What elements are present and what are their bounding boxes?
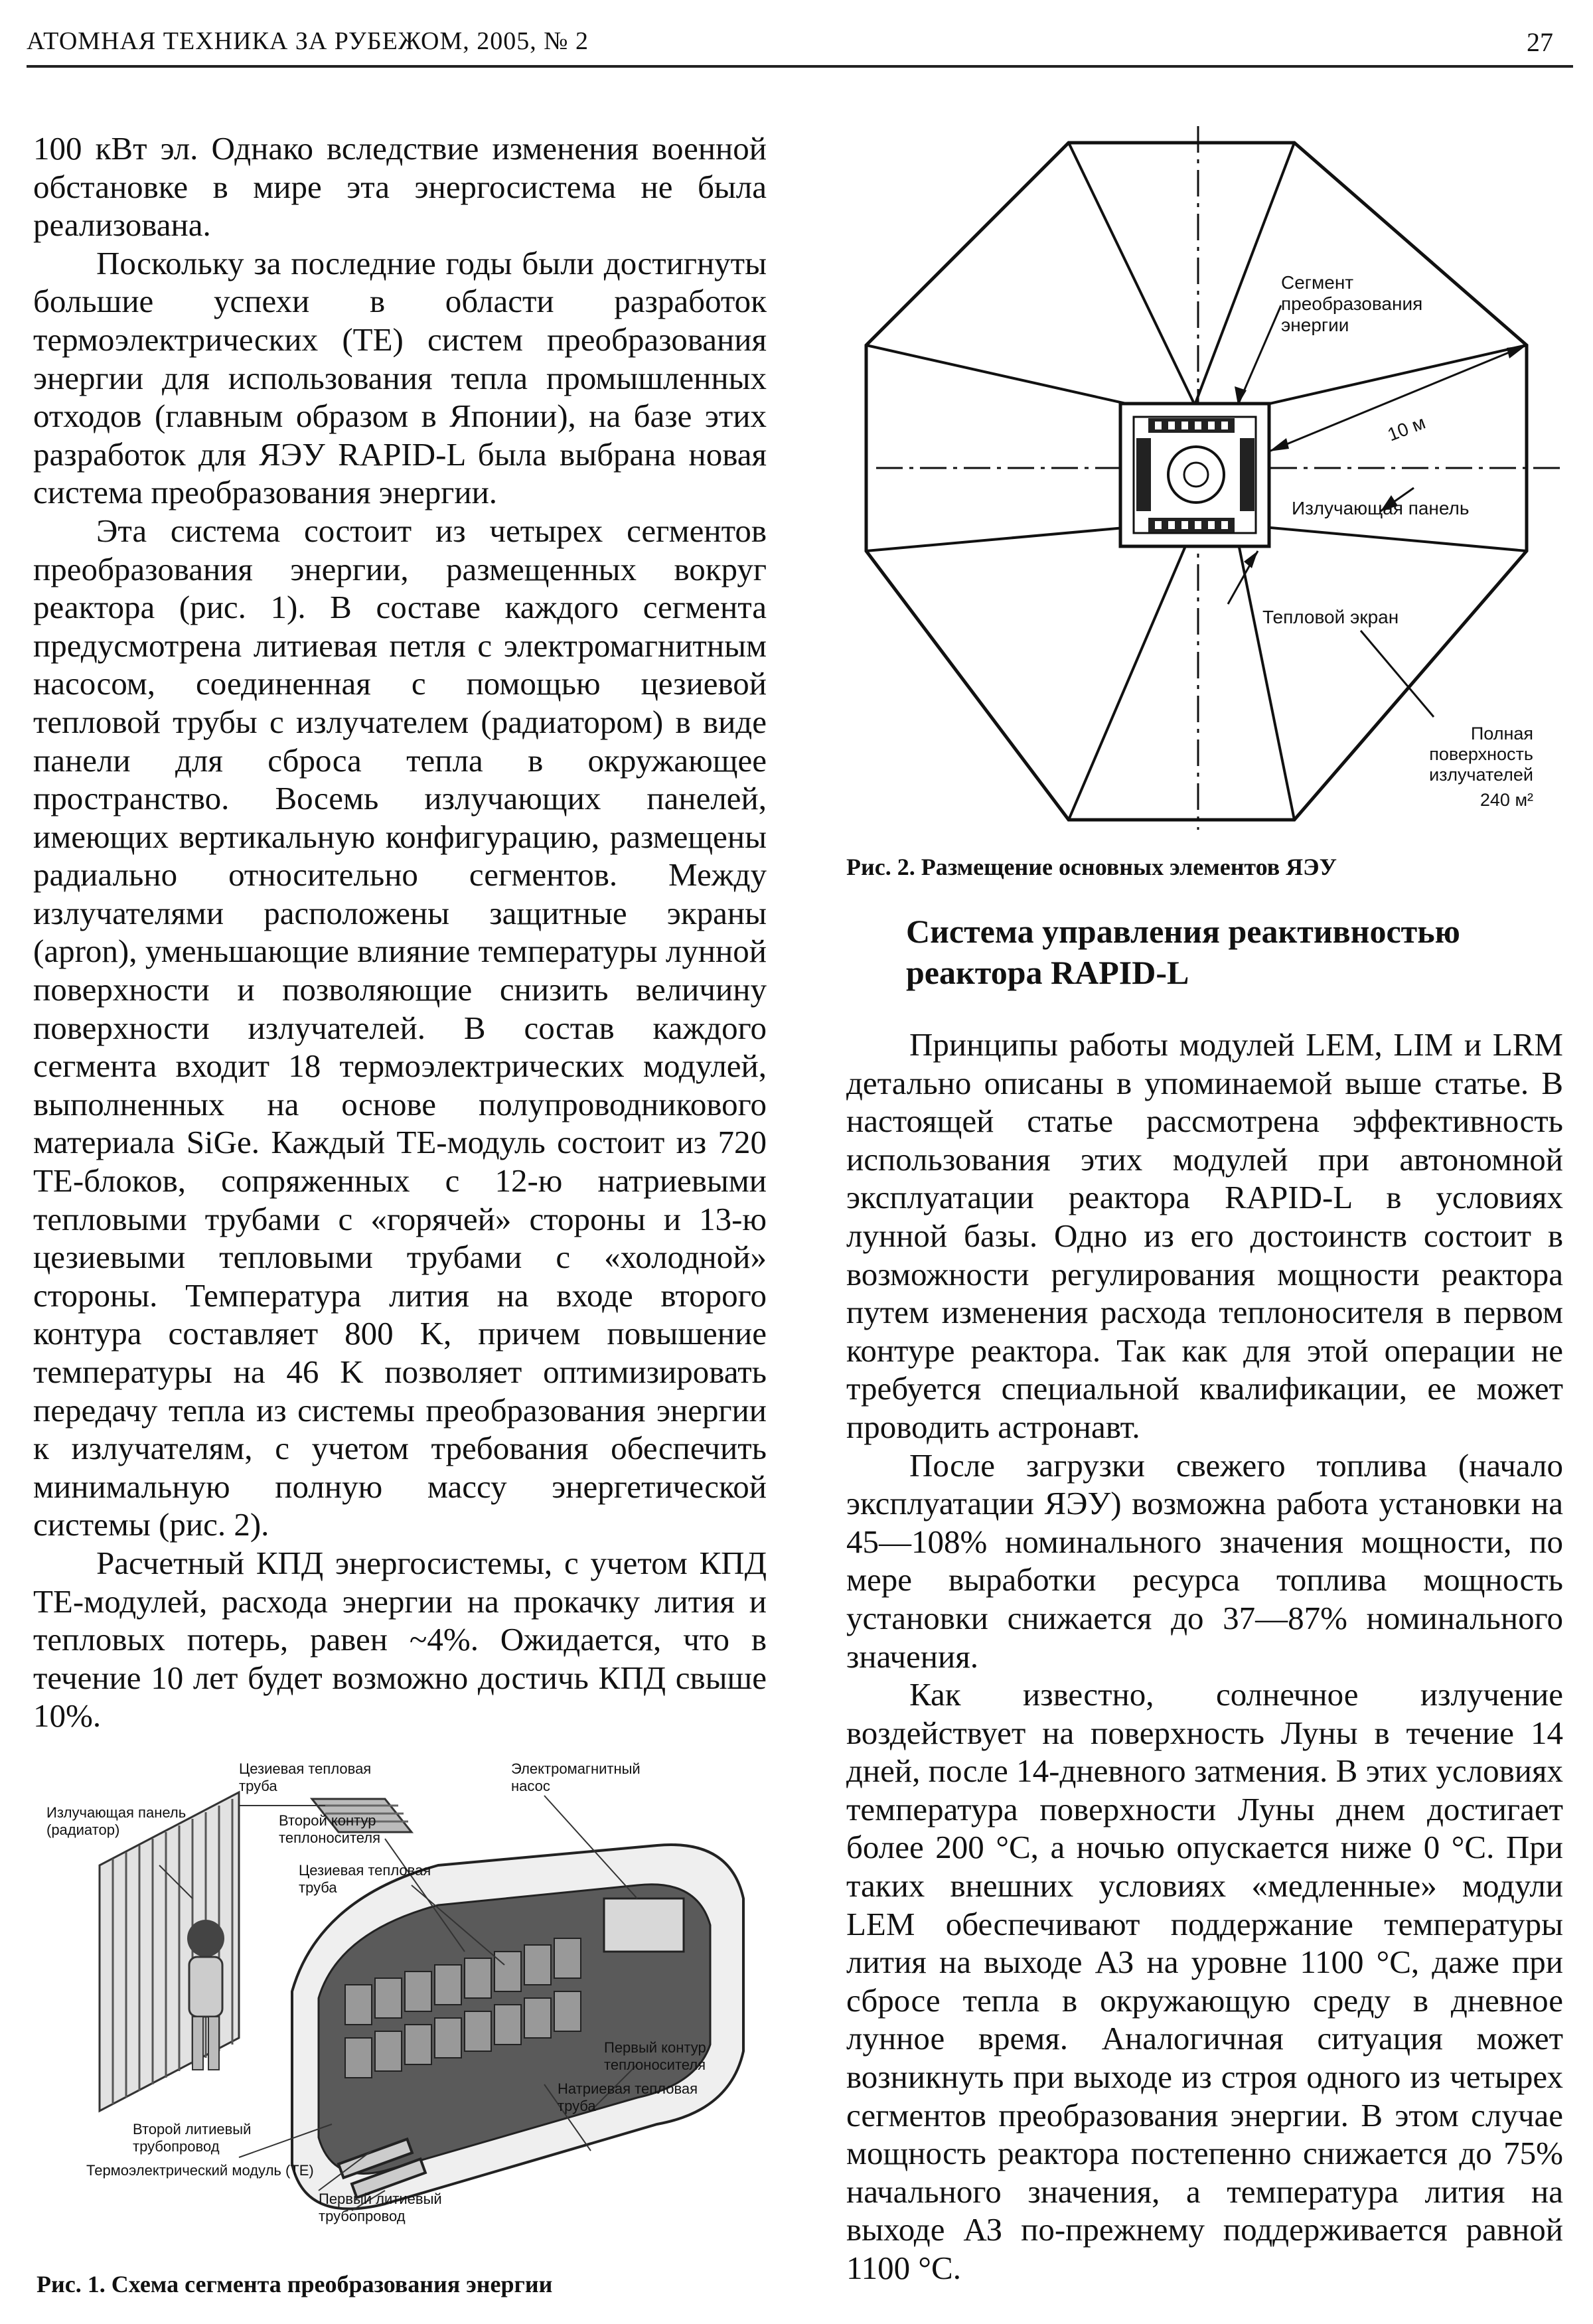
fig2-label-distance: 10 м	[1385, 412, 1428, 445]
paragraph: Поскольку за последние годы были достигнуты большие успехи в области разработок термоэлектрических (TE) систем преобразования энергии для использования тепла промышленных отходов (главным образом в Японии), на базе этих разработок для ЯЭУ RAPID-L была выбрана новая система преобразования энергии.	[33, 244, 767, 511]
fig1-label-first-li-pipe: Первый литиевый трубопровод	[319, 2191, 442, 2224]
fig2-caption: Рис. 2. Размещение основных элементов ЯЭУ	[846, 854, 1337, 880]
header-rule	[27, 65, 1573, 68]
fig1-label-na-pipe: Натриевая тепловая труба	[558, 2080, 698, 2114]
left-column	[33, 129, 767, 1735]
fig1-label-te-module: Термоэлектрический модуль (TE)	[86, 2162, 314, 2179]
fig1-label-cs-pipe-top: Цезиевая тепловая труба	[239, 1760, 372, 1794]
fig2-label-total-surface: Полная поверхность излучателей	[1429, 724, 1533, 785]
fig1-caption: Рис. 1. Схема сегмента преобразования энергии	[37, 2271, 553, 2297]
fig1-label-em-pump: Электромагнитный насос	[511, 1760, 641, 1794]
figure-2	[856, 126, 1573, 850]
figure-1	[40, 1760, 770, 2244]
page-header	[27, 20, 1566, 66]
journal-title: АТОМНАЯ ТЕХНИКА ЗА РУБЕЖОМ, 2005, № 2	[27, 27, 589, 55]
paragraph: Эта система состоит из четырех сегментов преобразования энергии, размещенных вокруг реактора (рис. 1). В составе каждого сегмента предусмотрена литиевая петля с электромагнитным насосом, соединенная с помощью цезиевой тепловой трубы с излучателем (радиатором) в виде панели для сброса тепла в окружающее пространство. Восемь излучающих панелей, имеющих вертикальную конфигурацию, размещены радиально относительно сегментов. Между излучателями расположены защитные экраны (apron), уменьшающие влияние температуры лунной поверхности и позволяющие снизить величину поверхности излучателей. В состав каждого сегмента входит 18 термоэлектрических модулей, выполненных на основе полупроводникового материала SiGe. Каждый TE-модуль состоит из 720 TE-блоков, сопряженных с 12-ю натриевыми тепловыми трубами с «горячей» стороны и 13-ю цезиевыми тепловыми трубами с «холодной» стороны. Температура лития на входе второго контура составляет 800 K, причем повышение температуры на 46 K позволяет оптимизировать передачу тепла из системы преобразования энергии к излучателям, с учетом требования обеспечить минимальную полную массу энергетической системы (рис. 2).	[33, 512, 767, 1543]
fig1-label-radiator-panel: Излучающая панель (радиатор)	[46, 1804, 187, 1838]
fig2-label-radiating-panel: Излучающая панель	[1292, 498, 1470, 518]
section-title: Система управления реактивностью реактора RAPID-L	[906, 913, 1460, 991]
page-number: 27	[1527, 27, 1553, 57]
fig2-label-area: 240 м²	[1479, 790, 1533, 810]
fig2-label-segment: Сегмент преобразования энергии	[1281, 272, 1423, 335]
fig1-label-first-loop: Первый контур теплоносителя	[604, 2039, 706, 2073]
right-column	[846, 1026, 1563, 2287]
paragraph: После загрузки свежего топлива (начало эксплуатации ЯЭУ) возможна работа установки на 45—108% номинального значения мощности, по мере выработки ресурса топлива мощность установки снижается до 37—87% номинального значения.	[846, 1446, 1563, 1675]
paragraph: Расчетный КПД энергосистемы, с учетом КПД TE-модулей, расхода энергии на прокачку лития и тепловых потерь, равен ~4%. Ожидается, что в течение 10 лет будет возможно достичь КПД свыше 10%.	[33, 1544, 767, 1735]
fig1-label-second-li-pipe: Второй литиевый трубопровод	[133, 2121, 252, 2155]
fig1-label-second-loop: Второй контур теплоносителя	[279, 1812, 381, 1846]
fig1-label-cs-pipe-mid: Цезиевая тепловая труба	[299, 1862, 431, 1896]
paragraph: Принципы работы модулей LEM, LIM и LRM детально описаны в упоминаемой выше статье. В настоящей статье рассмотрена эффективность использования этих модулей при автономной эксплуатации реактора RAPID-L в условиях лунной базы. Одно из его достоинств состоит в возможности регулирования мощности реактора путем изменения расхода теплоносителя в первом контуре реактора. Так как для этой операции не требуется специальной квалификации, ее может проводить астронавт.	[846, 1026, 1563, 1445]
fig2-label-heat-shield: Тепловой экран	[1262, 607, 1399, 627]
paragraph: Как известно, солнечное излучение воздействует на поверхность Луны в течение 14 дней, после 14-дневного затмения. В этих условиях температура поверхности Луны днем достигает более 200 °C, а ночью опускается ниже 0 °C. При таких внешних условиях «медленные» модули LEM обеспечивают поддержание температуры лития на выходе АЗ на уровне 1100 °C, даже при сбросе тепла в окружающую среду в дневное лунное время. Аналогичная ситуация может возникнуть при выходе из строя одного из четырех сегментов преобразования энергии. В этом случае мощность реактора постепенно снижается до 75% начального значения, а температура лития на выходе АЗ по-прежнему поддерживается равной 1100 °C.	[846, 1676, 1563, 2286]
paragraph: 100 кВт эл. Однако вследствие изменения военной обстановке в мире эта энергосистема не была реализована.	[33, 130, 767, 244]
